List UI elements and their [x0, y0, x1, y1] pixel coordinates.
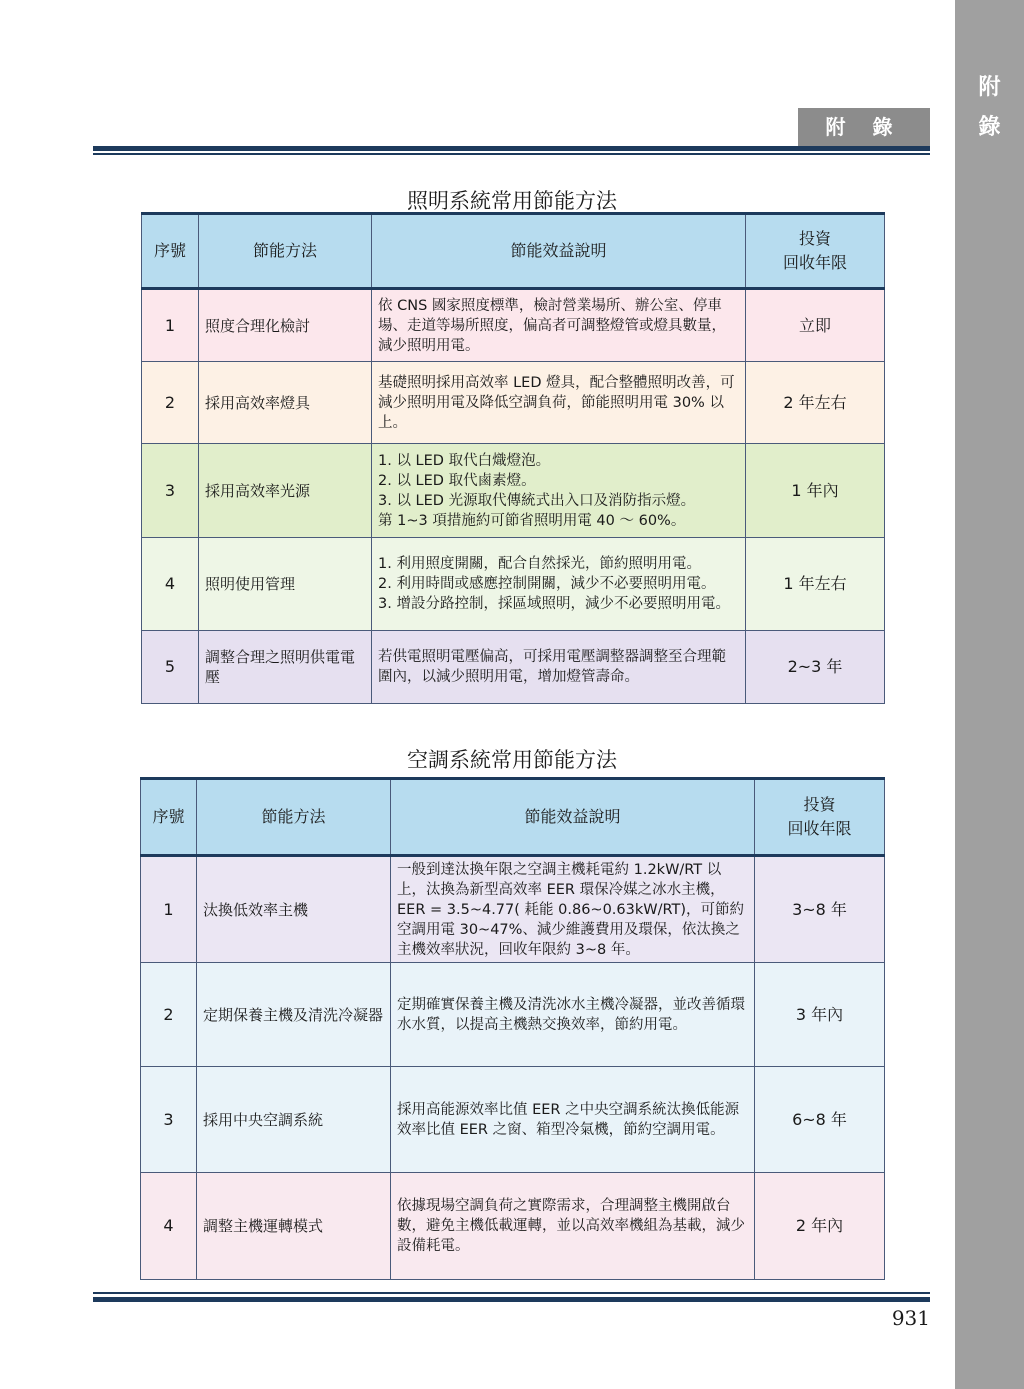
- description-cell: 依據現場空調負荷之實際需求，合理調整主機開啟台數，避免主機低載運轉，並以高效率機組為基載，減少設備耗電。: [391, 1173, 755, 1280]
- footer-rule-thin: [93, 1292, 930, 1294]
- row-number: 4: [141, 1173, 197, 1280]
- method-cell: 採用高效率燈具: [199, 362, 372, 444]
- col-header-method: 節能方法: [197, 779, 391, 856]
- description-cell: 一般到達汰換年限之空調主機耗電約 1.2kW/RT 以上，汰換為新型高效率 EER 環保冷媒之冰水主機，EER = 3.5~4.77( 耗能 0.86~0.63kW/RT)，可節約空調用電 30~47%、減少維護費用及環保，依汰換之主機效率狀況，回收年限約 3~8 年。: [391, 856, 755, 963]
- col-header-desc: 節能效益說明: [391, 779, 755, 856]
- row-number: 1: [141, 856, 197, 963]
- payback-period-cell: 2~3 年: [746, 631, 885, 704]
- col-header-period: 投資 回收年限: [746, 214, 885, 289]
- table-title: 照明系統常用節能方法: [407, 189, 617, 213]
- table-row: [141, 1067, 885, 1173]
- hvac-table: [140, 777, 885, 1280]
- method-cell: 汰換低效率主機: [197, 856, 391, 963]
- payback-period-cell: 1 年內: [746, 444, 885, 538]
- side-tab-char: 附: [978, 75, 1001, 100]
- table-header-row: [142, 214, 885, 289]
- col-header-desc: 節能效益說明: [372, 214, 746, 289]
- description-cell: 若供電照明電壓偏高，可採用電壓調整器調整至合理範圍內，以減少照明用電，增加燈管壽命。: [372, 631, 746, 704]
- method-cell: 調整合理之照明供電電壓: [199, 631, 372, 704]
- payback-period-cell: 1 年左右: [746, 538, 885, 631]
- side-tab-label: [955, 68, 1024, 148]
- table-header-row: [141, 779, 885, 856]
- table-row: [141, 963, 885, 1067]
- col-header-method: 節能方法: [199, 214, 372, 289]
- table-row: [142, 631, 885, 704]
- description-cell: 1. 利用照度開關，配合自然採光，節約照明用電。 2. 利用時間或感應控制開關，減少不必要照明用電。 3. 增設分路控制，採區域照明，減少不必要照明用電。: [372, 538, 746, 631]
- description-cell: 基礎照明採用高效率 LED 燈具，配合整體照明改善，可減少照明用電及降低空調負荷，節能照明用電 30% 以上。: [372, 362, 746, 444]
- side-tab: [955, 0, 1024, 1389]
- side-tab-char: 錄: [978, 115, 1001, 140]
- row-number: 3: [142, 444, 199, 538]
- row-number: 2: [141, 963, 197, 1067]
- row-number: 1: [142, 289, 199, 362]
- page-number: 931: [891, 1306, 930, 1330]
- row-number: 4: [142, 538, 199, 631]
- col-header-period: 投資 回收年限: [755, 779, 885, 856]
- table-row: [142, 444, 885, 538]
- section-header-label: 附 錄: [798, 108, 930, 146]
- table-row: [142, 289, 885, 362]
- table-title: 空調系統常用節能方法: [407, 748, 617, 772]
- description-cell: 1. 以 LED 取代白熾燈泡。 2. 以 LED 取代鹵素燈。 3. 以 LED 光源取代傳統式出入口及消防指示燈。 第 1~3 項措施約可節省照明用電 40 ～ 60%。: [372, 444, 746, 538]
- row-number: 2: [142, 362, 199, 444]
- header-rule: [93, 146, 930, 151]
- description-cell: 定期確實保養主機及清洗冰水主機冷凝器，並改善循環水水質，以提高主機熱交換效率，節約用電。: [391, 963, 755, 1067]
- table-row: [142, 538, 885, 631]
- col-header-no: 序號: [142, 214, 199, 289]
- payback-period-cell: 6~8 年: [755, 1067, 885, 1173]
- method-cell: 調整主機運轉模式: [197, 1173, 391, 1280]
- row-number: 5: [142, 631, 199, 704]
- payback-period-cell: 2 年左右: [746, 362, 885, 444]
- description-cell: 採用高能源效率比值 EER 之中央空調系統汰換低能源效率比值 EER 之窗、箱型冷氣機，節約空調用電。: [391, 1067, 755, 1173]
- method-cell: 採用中央空調系統: [197, 1067, 391, 1173]
- table-row: [141, 856, 885, 963]
- description-cell: 依 CNS 國家照度標準，檢討營業場所、辦公室、停車場、走道等場所照度，偏高者可調整燈管或燈具數量，減少照明用電。: [372, 289, 746, 362]
- method-cell: 照明使用管理: [199, 538, 372, 631]
- payback-period-cell: 2 年內: [755, 1173, 885, 1280]
- lighting-table: [141, 212, 885, 704]
- table-row: [141, 1173, 885, 1280]
- payback-period-cell: 3~8 年: [755, 856, 885, 963]
- table-row: [142, 362, 885, 444]
- method-cell: 照度合理化檢討: [199, 289, 372, 362]
- method-cell: 採用高效率光源: [199, 444, 372, 538]
- payback-period-cell: 3 年內: [755, 963, 885, 1067]
- footer-rule: [93, 1297, 930, 1302]
- row-number: 3: [141, 1067, 197, 1173]
- method-cell: 定期保養主機及清洗冷凝器: [197, 963, 391, 1067]
- header-rule-thin: [93, 153, 930, 155]
- payback-period-cell: 立即: [746, 289, 885, 362]
- col-header-no: 序號: [141, 779, 197, 856]
